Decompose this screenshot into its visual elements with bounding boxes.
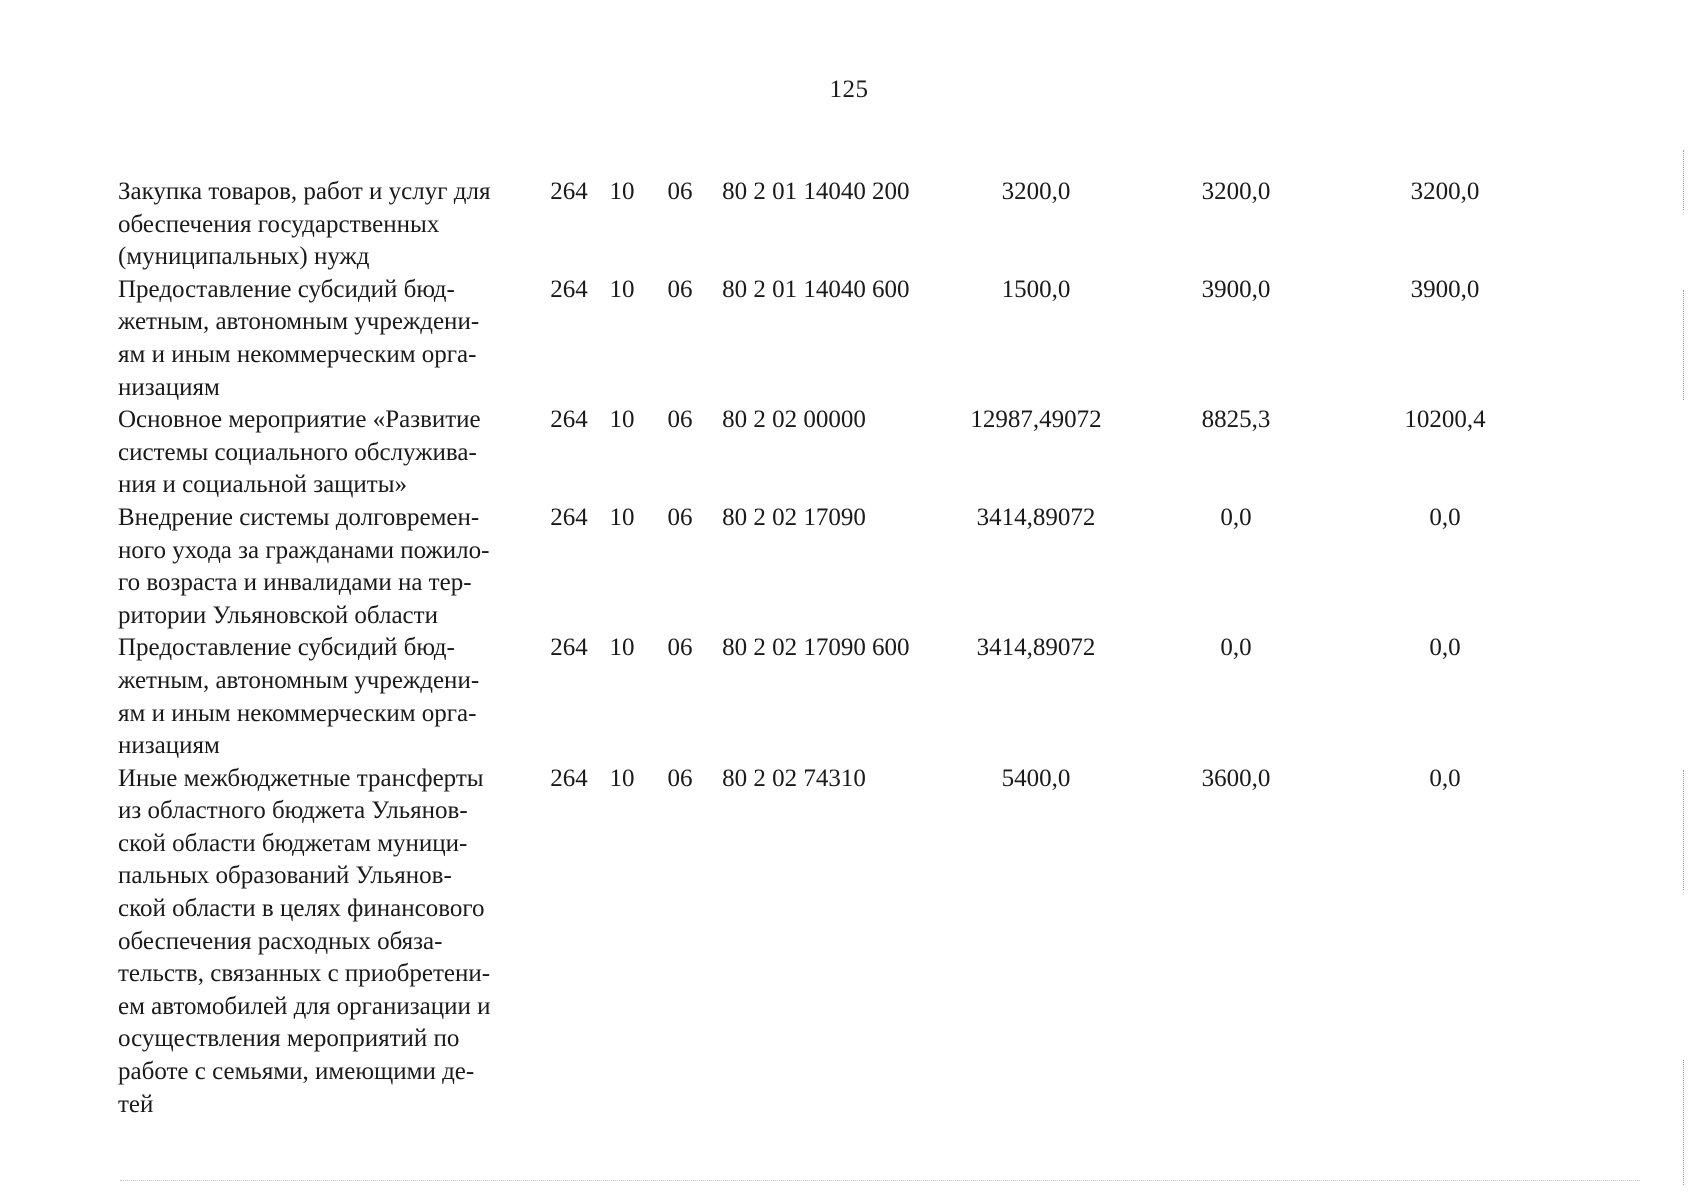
table-row bbox=[118, 274, 1554, 404]
amount-year-2: 0,0 bbox=[1220, 503, 1252, 531]
target-article-code: 80 2 02 17090 bbox=[722, 634, 866, 662]
expense-name-line: обеспечения государственных bbox=[118, 210, 440, 238]
grbs-code: 264 bbox=[550, 764, 588, 792]
section-code: 10 bbox=[609, 634, 635, 662]
subsection-code: 06 bbox=[667, 634, 693, 662]
grbs-code: 264 bbox=[550, 178, 588, 205]
subsection-code: 06 bbox=[667, 275, 693, 303]
expense-name-line: тельств, связанных с приобретени- bbox=[118, 960, 491, 988]
amount-year-1: 1500,0 bbox=[1001, 275, 1071, 303]
section-code: 10 bbox=[609, 503, 635, 531]
expense-type-code: 600 bbox=[872, 634, 910, 662]
expense-name-line: го возраста и инвалидами на тер- bbox=[118, 569, 472, 597]
expense-name-line: ям и иным некоммерческим орга- bbox=[118, 340, 477, 368]
amount-year-1: 3414,89072 bbox=[976, 634, 1096, 662]
expense-name-line: работе с семьями, имеющими де- bbox=[118, 1058, 475, 1086]
scan-edge-mark bbox=[1681, 1060, 1684, 1185]
expense-name-line: низациям bbox=[118, 373, 220, 401]
expense-type-code bbox=[872, 404, 936, 502]
target-article-code: 80 2 01 14040 bbox=[722, 275, 866, 303]
table-row bbox=[118, 502, 1554, 632]
amount-year-1: 12987,49072 bbox=[970, 406, 1102, 434]
amount-year-1: 3414,89072 bbox=[976, 503, 1096, 531]
table-row bbox=[118, 176, 1554, 274]
expense-name-line: (муниципальных) нужд bbox=[118, 243, 370, 271]
budget-table bbox=[118, 176, 1554, 1121]
amount-year-2: 3200,0 bbox=[1201, 178, 1271, 205]
expense-name-line: Иные межбюджетные трансферты bbox=[118, 764, 484, 792]
expense-name-line: пальных образований Ульянов- bbox=[118, 862, 452, 890]
expense-name-line: ской области бюджетам муници- bbox=[118, 829, 468, 857]
table-body bbox=[118, 176, 1554, 1121]
amount-year-3: 0,0 bbox=[1429, 634, 1461, 662]
expense-type-code bbox=[872, 763, 936, 1122]
scan-bottom-mark bbox=[120, 1180, 1640, 1182]
scan-edge-mark bbox=[1681, 150, 1684, 210]
grbs-code: 264 bbox=[550, 634, 588, 662]
section-code: 10 bbox=[609, 275, 635, 303]
expense-name-line: ской области в целях финансового bbox=[118, 895, 485, 923]
expense-name-line: жетным, автономным учреждени- bbox=[118, 666, 480, 694]
expense-name-line: Предоставление субсидий бюд- bbox=[118, 275, 455, 303]
amount-year-2: 0,0 bbox=[1220, 634, 1252, 662]
expense-name-line: обеспечения расходных обяза- bbox=[118, 927, 443, 955]
subsection-code: 06 bbox=[667, 764, 693, 792]
expense-name-line: Закупка товаров, работ и услуг для bbox=[118, 178, 491, 205]
table-row bbox=[118, 404, 1554, 502]
expense-name-line: Предоставление субсидий бюд- bbox=[118, 634, 455, 662]
section-code: 10 bbox=[609, 764, 635, 792]
subsection-code: 06 bbox=[667, 503, 693, 531]
expense-name-line: Основное мероприятие «Развитие bbox=[118, 406, 481, 434]
expense-name-line: низациям bbox=[118, 732, 220, 760]
expense-type-code bbox=[872, 502, 936, 632]
section-code: 10 bbox=[609, 178, 635, 205]
amount-year-3: 0,0 bbox=[1429, 503, 1461, 531]
expense-name-line: ния и социальной защиты» bbox=[118, 471, 408, 499]
expense-name bbox=[118, 176, 538, 274]
grbs-code: 264 bbox=[550, 406, 588, 434]
grbs-code: 264 bbox=[550, 275, 588, 303]
expense-name-line: Внедрение системы долговремен- bbox=[118, 503, 480, 531]
amount-year-2: 3900,0 bbox=[1201, 275, 1271, 303]
subsection-code: 06 bbox=[667, 406, 693, 434]
amount-year-3: 10200,4 bbox=[1404, 406, 1486, 434]
target-article-code: 80 2 02 17090 bbox=[722, 503, 866, 531]
target-article-code: 80 2 02 74310 bbox=[722, 764, 866, 792]
scan-edge-mark bbox=[1681, 290, 1684, 400]
expense-name-line: ем автомобилей для организации и bbox=[118, 992, 491, 1020]
amount-year-2: 8825,3 bbox=[1201, 406, 1271, 434]
expense-name-line: ритории Ульяновской области bbox=[118, 601, 438, 629]
target-article-code: 80 2 01 14040 bbox=[722, 178, 866, 205]
amount-year-3: 0,0 bbox=[1429, 764, 1461, 792]
amount-year-1: 5400,0 bbox=[1001, 764, 1071, 792]
expense-name bbox=[118, 404, 538, 502]
subsection-code: 06 bbox=[667, 178, 693, 205]
expense-name bbox=[118, 632, 538, 762]
expense-name-line: жетным, автономным учреждени- bbox=[118, 308, 480, 336]
amount-year-3: 3900,0 bbox=[1410, 275, 1480, 303]
expense-name bbox=[118, 274, 538, 404]
amount-year-3: 3200,0 bbox=[1410, 178, 1480, 205]
amount-year-1: 3200,0 bbox=[1001, 178, 1071, 205]
scan-edge-mark bbox=[1681, 770, 1684, 890]
amount-year-2: 3600,0 bbox=[1201, 764, 1271, 792]
page-number: 125 bbox=[829, 76, 869, 103]
expense-name-line: из областного бюджета Ульянов- bbox=[118, 797, 468, 825]
expense-name-line: тей bbox=[118, 1090, 154, 1118]
section-code: 10 bbox=[609, 406, 635, 434]
expense-name bbox=[118, 502, 538, 632]
expense-type-code: 600 bbox=[872, 275, 910, 303]
target-article-code: 80 2 02 00000 bbox=[722, 406, 866, 434]
expense-name-line: системы социального обслужива- bbox=[118, 438, 477, 466]
table-row bbox=[118, 632, 1554, 762]
expense-name-line: осуществления мероприятий по bbox=[118, 1025, 460, 1053]
expense-type-code: 200 bbox=[872, 178, 910, 205]
table-row bbox=[118, 763, 1554, 1122]
expense-name-line: ям и иным некоммерческим орга- bbox=[118, 699, 477, 727]
grbs-code: 264 bbox=[550, 503, 588, 531]
expense-name-line: ного ухода за гражданами пожило- bbox=[118, 536, 490, 564]
expense-name bbox=[118, 763, 538, 1122]
